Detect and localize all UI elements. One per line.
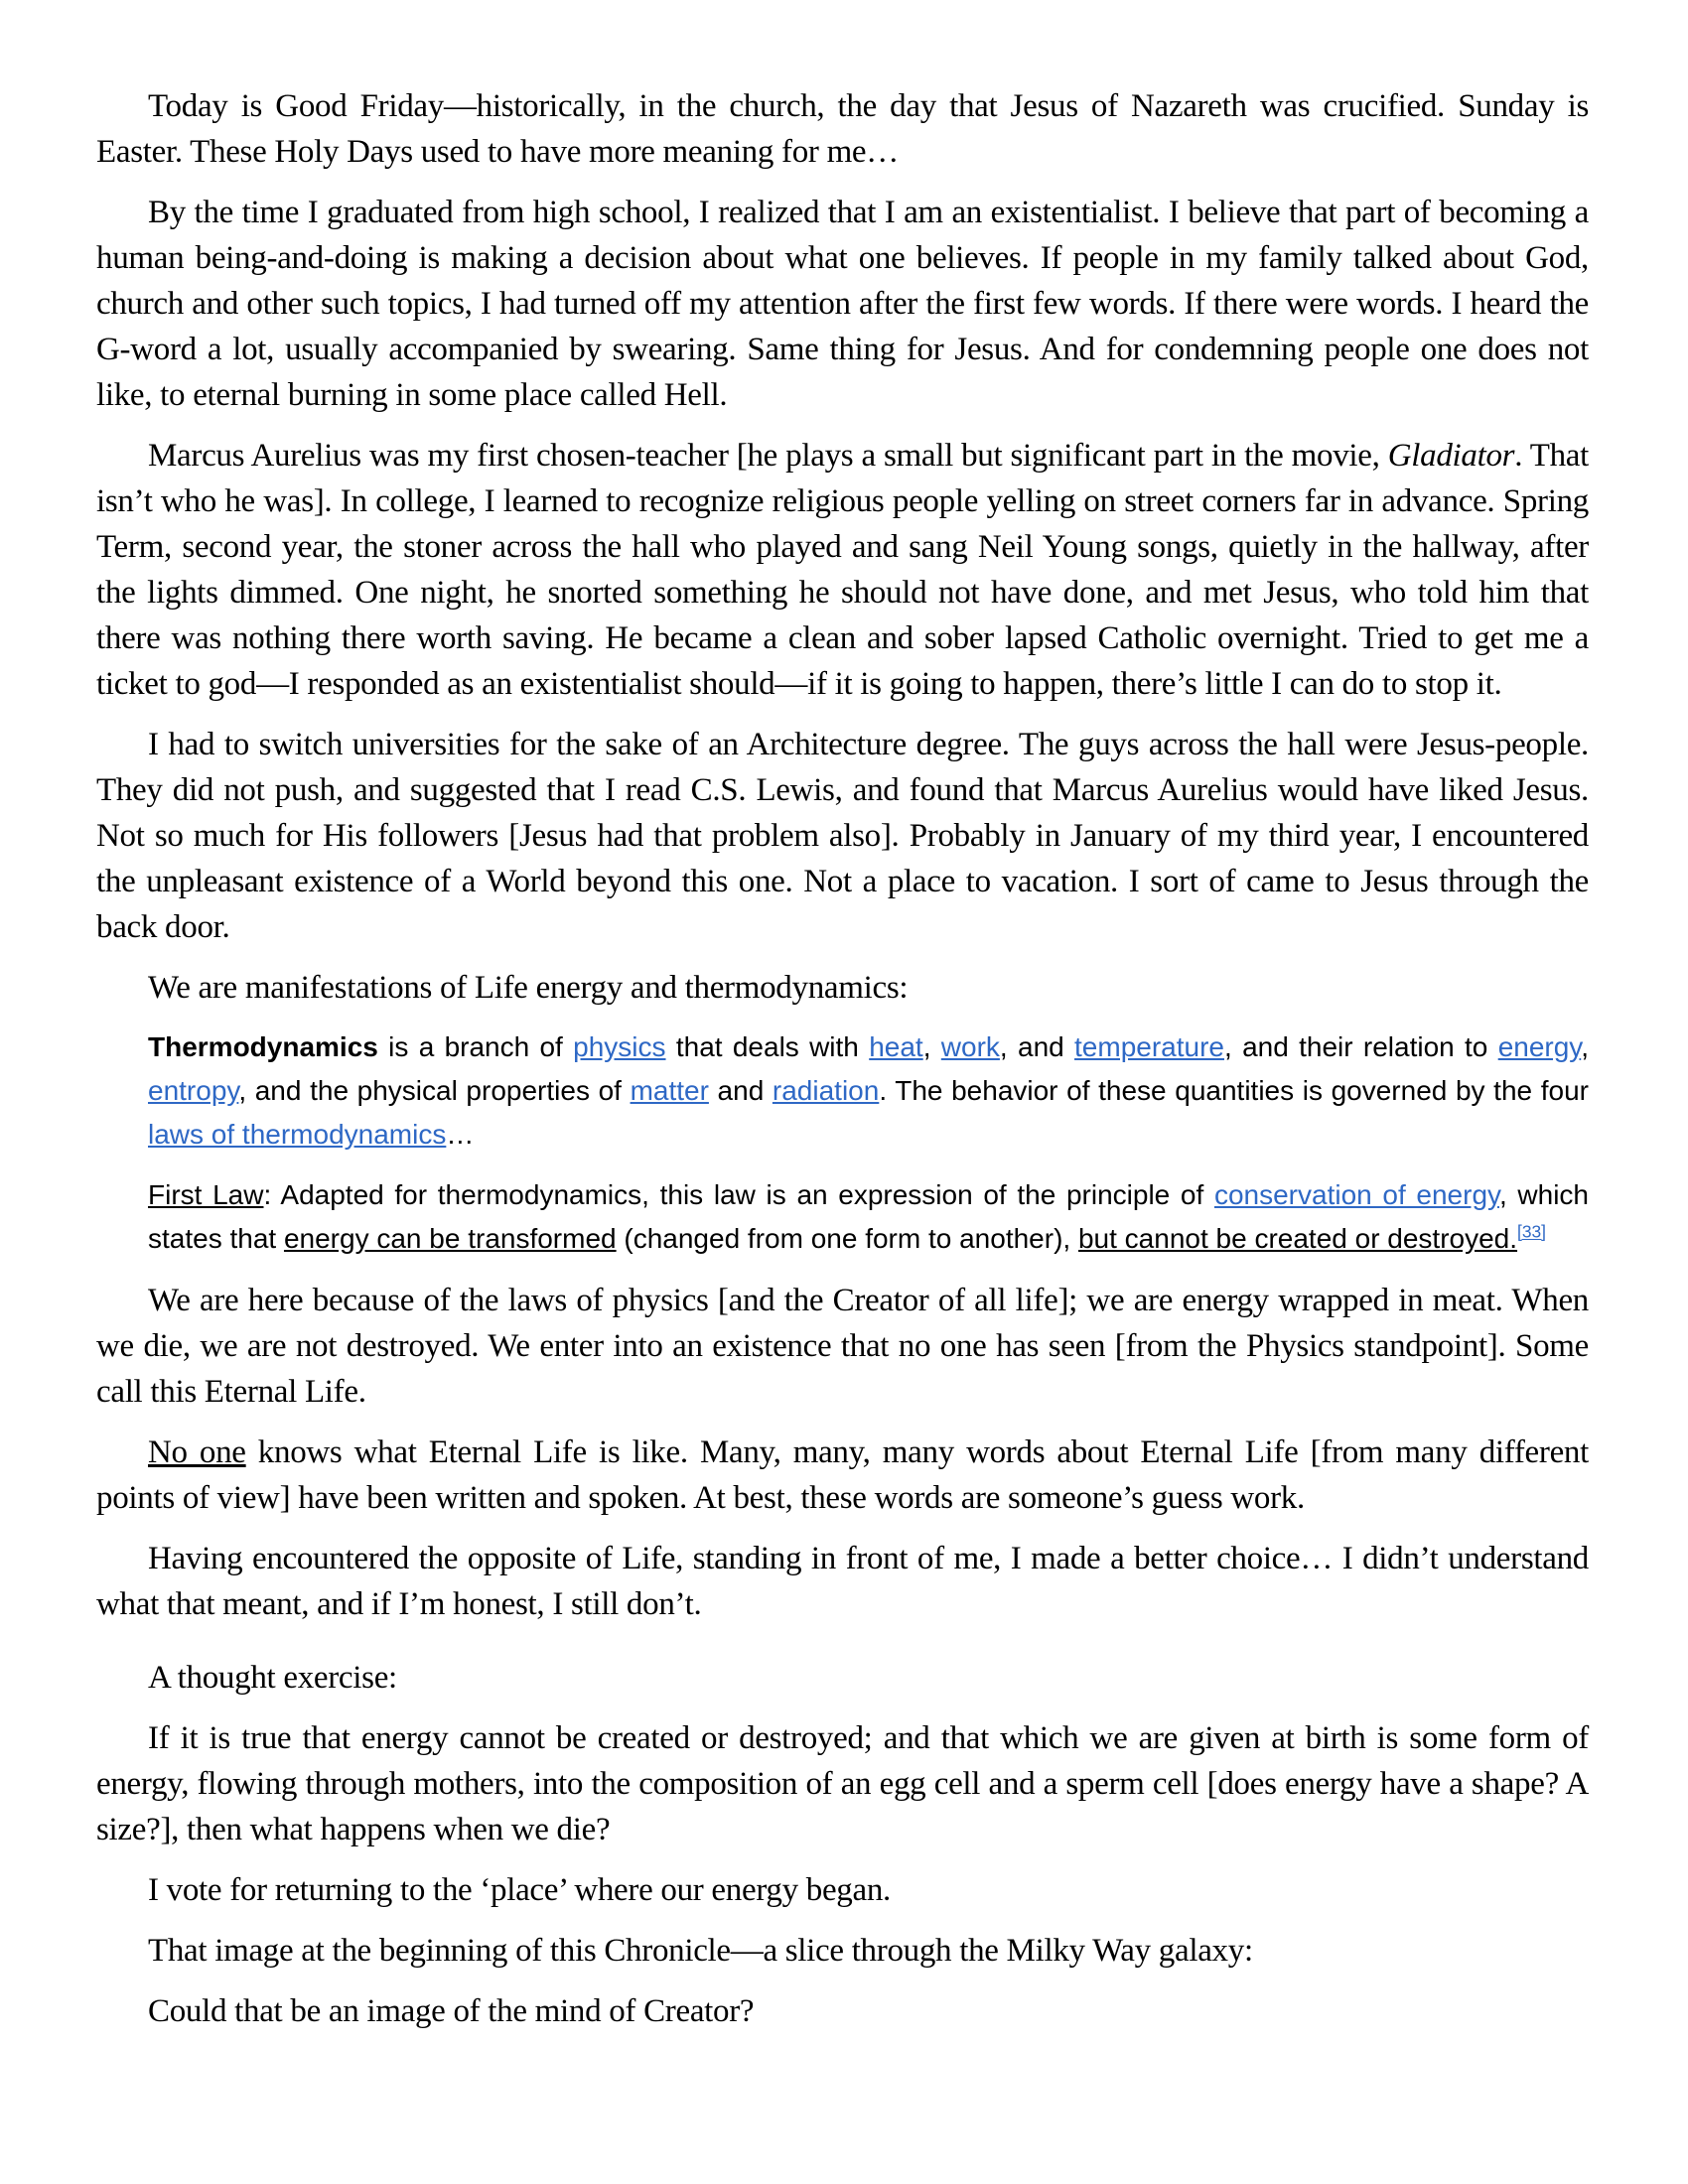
body-text: , xyxy=(1581,1031,1590,1062)
paragraph-energy-at-birth xyxy=(96,1715,1589,1852)
body-text: Today is Good Friday—historically, in the church, the day that Jesus of Nazareth was crucified. Sunday is Easter. These Holy Days used to have more meaning for me… xyxy=(96,88,1589,170)
paragraph-thought-exercise xyxy=(96,1655,1589,1701)
link-work[interactable]: work xyxy=(940,1031,1000,1062)
body-text: A thought exercise: xyxy=(148,1660,397,1696)
paragraph-milky-way xyxy=(96,1928,1589,1974)
body-text: I vote for returning to the ‘place’ where our energy began. xyxy=(148,1872,892,1908)
body-text: knows what Eternal Life is like. Many, many, many words about Eternal Life [from many different points of view] have been written and spoken. At best, these words are someone’s guess work. xyxy=(96,1434,1589,1516)
underlined-text: but cannot be created or destroyed. xyxy=(1077,1223,1518,1254)
paragraph-existentialist xyxy=(96,190,1589,418)
body-text: By the time I graduated from high school, I realized that I am an existentialist. I believe that part of becoming a human being-and-doing is making a decision about what one believes. If people in my family talked about God, church and other such topics, I had turned off my attention after the first few words. If there were words. I heard the G-word a lot, usually accompanied by swearing. Same thing for Jesus. And for condemning people one does not like, to eternal burning in some place called Hell. xyxy=(96,195,1589,413)
paragraph-good-friday xyxy=(96,83,1589,175)
body-text: Having encountered the opposite of Life, standing in front of me, I made a better choice… I didn’t understand what that meant, and if I’m honest, I still don’t. xyxy=(96,1541,1589,1622)
body-text: We are here because of the laws of physics [and the Creator of all life]; we are energy wrapped in meat. When we die, we are not destroyed. We enter into an existence that no one has seen [from the Physics standpoint]. Some call this Eternal Life. xyxy=(96,1283,1589,1410)
body-text: that deals with xyxy=(665,1031,870,1062)
link-matter[interactable]: matter xyxy=(630,1075,709,1106)
body-text: , and the physical properties of xyxy=(238,1075,631,1106)
body-text: If it is true that energy cannot be created or destroyed; and that which we are given at birth is some form of energy, flowing through mothers, into the composition of an egg cell and a sperm cell [does energy have a shape? A size?], then what happens when we die? xyxy=(96,1720,1589,1847)
paragraph-switch-universities xyxy=(96,722,1589,950)
paragraph-better-choice xyxy=(96,1536,1589,1627)
link-energy[interactable]: energy xyxy=(1497,1031,1582,1062)
body-text: , xyxy=(922,1031,941,1062)
paragraph-vote-returning xyxy=(96,1867,1589,1913)
quote-first-law xyxy=(148,1173,1589,1261)
paragraph-marcus-aurelius xyxy=(96,433,1589,707)
link-conservation-of-energy[interactable]: conservation of energy xyxy=(1213,1179,1499,1210)
quote-thermodynamics-definition xyxy=(148,1025,1589,1157)
body-text: I had to switch universities for the sake of an Architecture degree. The guys across the hall were Jesus-people. They did not push, and suggested that I read C.S. Lewis, and found that Marcus Aurelius would have liked Jesus. Not so much for His followers [Jesus had that problem also]. Probably in January of my third year, I encountered the unpleasant existence of a World beyond this one. Not a place to vacation. I sort of came to Jesus through the back door. xyxy=(96,727,1589,945)
bold-text: Thermodynamics xyxy=(148,1031,378,1062)
link-temperature[interactable]: temperature xyxy=(1074,1031,1224,1062)
paragraph-energy-wrapped-in-meat xyxy=(96,1278,1589,1415)
link-entropy[interactable]: entropy xyxy=(148,1075,239,1106)
body-text: , and their relation to xyxy=(1224,1031,1498,1062)
body-text: That image at the beginning of this Chronicle—a slice through the Milky Way galaxy: xyxy=(148,1933,1253,1969)
link-laws-of-thermodynamics[interactable]: laws of thermodynamics xyxy=(148,1119,447,1150)
body-text: … xyxy=(446,1119,475,1150)
link-heat[interactable]: heat xyxy=(869,1031,923,1062)
footnote-ref-link-33[interactable]: [33] xyxy=(1517,1221,1547,1242)
body-text: , and xyxy=(999,1031,1075,1062)
paragraph-no-one-knows xyxy=(96,1430,1589,1521)
body-text: , which states that xyxy=(148,1179,1589,1254)
body-text: Could that be an image of the mind of Creator? xyxy=(148,1993,755,2029)
underlined-text: No one xyxy=(148,1434,246,1470)
link-radiation[interactable]: radiation xyxy=(772,1075,880,1106)
body-text: : Adapted for thermodynamics, this law is an expression of the principle of xyxy=(263,1179,1214,1210)
paragraph-mind-of-creator xyxy=(96,1988,1589,2034)
body-text: We are manifestations of Life energy and thermodynamics: xyxy=(148,970,909,1006)
italic-text: Gladiator xyxy=(1387,438,1515,474)
body-text: . The behavior of these quantities is governed by the four xyxy=(879,1075,1589,1106)
body-text: (changed from one form to another), xyxy=(616,1223,1078,1254)
link-physics[interactable]: physics xyxy=(573,1031,666,1062)
body-text: and xyxy=(708,1075,773,1106)
body-text: is a branch of xyxy=(377,1031,574,1062)
paragraph-manifestations xyxy=(96,965,1589,1011)
body-text: Marcus Aurelius was my first chosen-teacher [he plays a small but significant part in the movie, xyxy=(148,438,1388,474)
body-text: . That isn’t who he was]. In college, I learned to recognize religious people yelling on street corners far in advance. Spring Term, second year, the stoner across the hall who played and sang Neil Young songs, quietly in the hallway, after the lights dimmed. One night, he snorted something he should not have done, and met Jesus, who told him that there was nothing there worth saving. He became a clean and sober lapsed Catholic overnight. Tried to get me a ticket to god—I responded as an existentialist should—if it is going to happen, there’s little I can do to stop it. xyxy=(96,438,1590,702)
underlined-text: energy can be transformed xyxy=(283,1223,617,1254)
document-body xyxy=(96,83,1589,2034)
underlined-text: First Law xyxy=(148,1179,264,1210)
